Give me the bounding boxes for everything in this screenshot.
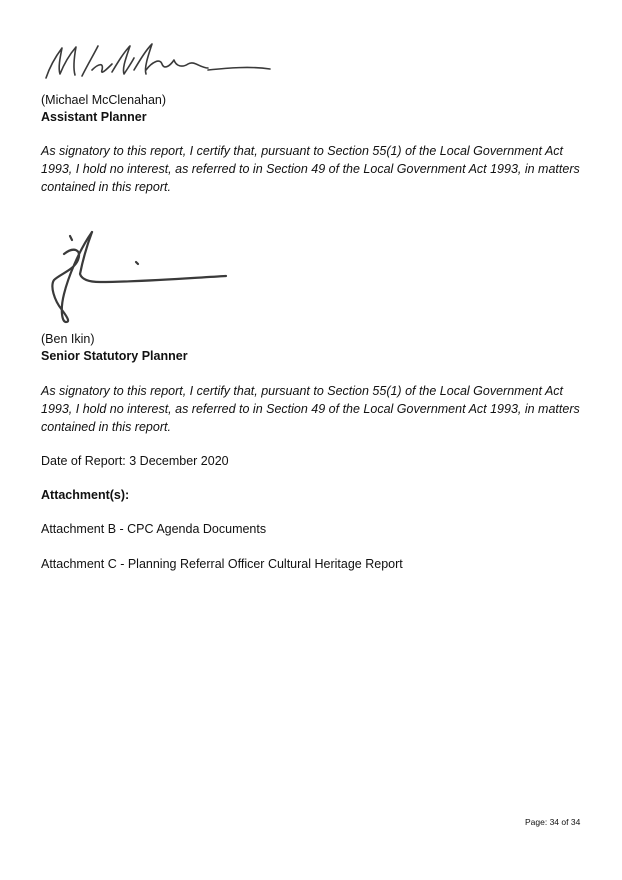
- signature-michael-mcclenahan: [38, 38, 278, 86]
- signatory-title: Assistant Planner: [41, 110, 147, 124]
- attachments-heading: Attachment(s):: [41, 488, 130, 502]
- signatory-title: Senior Statutory Planner: [41, 349, 188, 363]
- page-number: Page: 34 of 34: [525, 817, 581, 827]
- attachment-item: Attachment C - Planning Referral Officer Cultural Heritage Report: [41, 557, 403, 571]
- attachment-item: Attachment B - CPC Agenda Documents: [41, 522, 267, 536]
- signatory-name: (Ben Ikin): [41, 332, 95, 346]
- signatory-name: (Michael McClenahan): [41, 93, 167, 107]
- report-date: Date of Report: 3 December 2020: [41, 454, 229, 468]
- certification-statement: As signatory to this report, I certify that, pursuant to Section 55(1) of the Local Government Act 1993, I hold no interest, as referred to in Section 49 of the Local Government Act 1993, in matters contained in this report.: [41, 384, 580, 434]
- certification-statement: As signatory to this report, I certify that, pursuant to Section 55(1) of the Local Government Act 1993, I hold no interest, as referred to in Section 49 of the Local Government Act 1993, in matters contained in this report.: [41, 144, 580, 194]
- signature-ben-ikin: [40, 218, 240, 328]
